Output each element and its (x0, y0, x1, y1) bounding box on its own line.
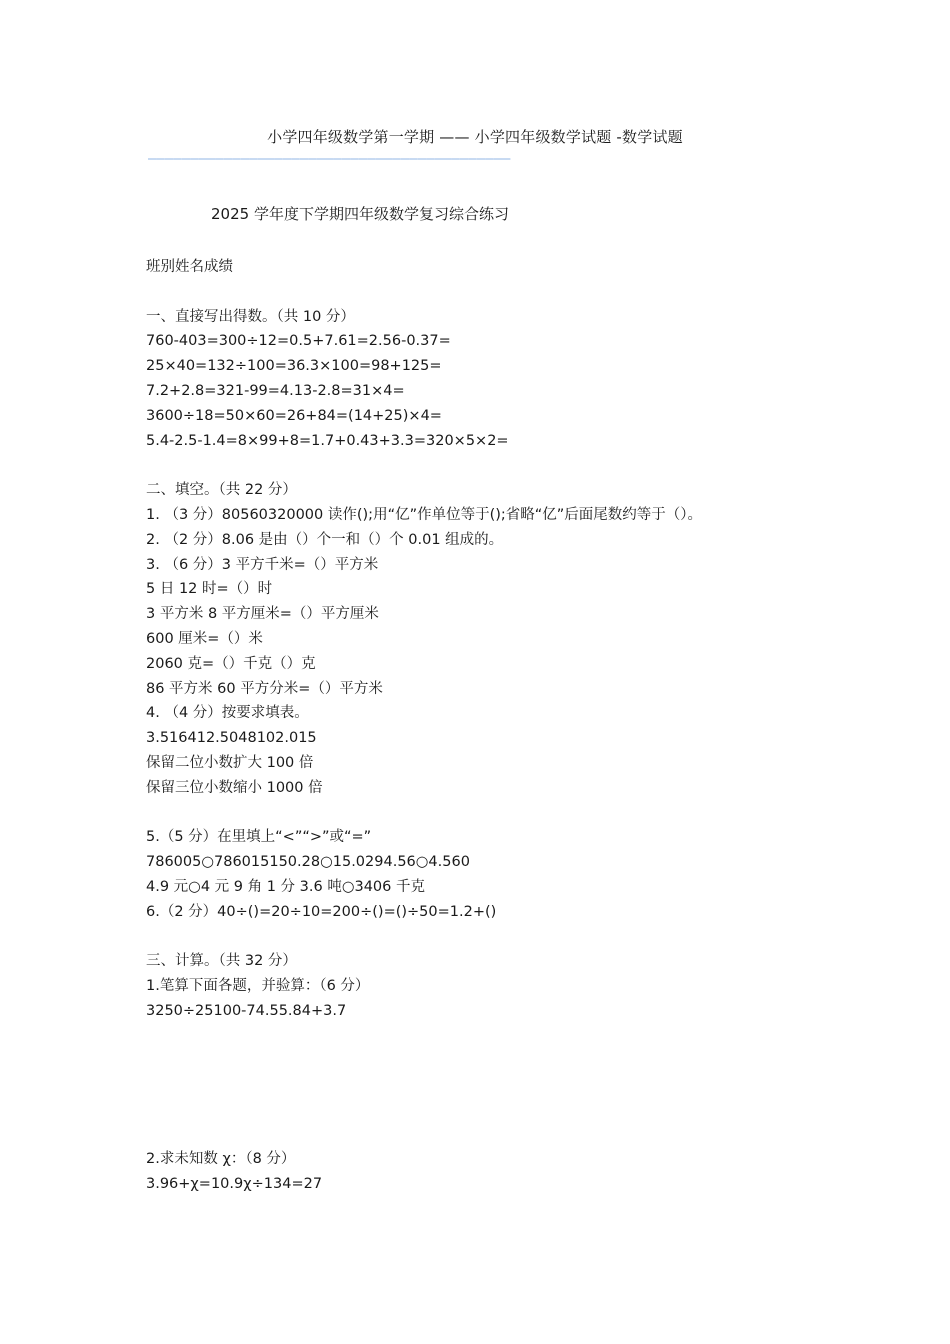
exercise-line: 3. （6 分）3 平方千米=（）平方米 (146, 556, 379, 573)
exercise-line: 5 日 12 时=（）时 (146, 581, 273, 598)
exercise-line: 2. （2 分）8.06 是由（）个一和（）个 0.01 组成的。 (146, 531, 504, 548)
exercise-line: 保留三位小数缩小 1000 倍 (146, 779, 323, 796)
header-dashed-rule: ——————————————————————————————————————————— (148, 151, 511, 167)
exercise-line: 4. （4 分）按要求填表。 (146, 705, 309, 722)
exercise-line: 3600÷18=50×60=26+84=(14+25)×4= (146, 407, 442, 424)
exercise-line: 86 平方米 60 平方分米=（）平方米 (146, 680, 383, 697)
exercise-line: 1.笔算下面各题，并验算：（6 分） (146, 978, 370, 995)
section-2 (146, 478, 846, 924)
exercise-line: 4.9 元○4 元 9 角 1 分 3.6 吨○3406 千克 (146, 878, 425, 895)
exercise-line: 3250÷25100-74.55.84+3.7 (146, 1002, 347, 1019)
section-heading: 二、填空。（共 22 分） (146, 482, 297, 499)
section-1 (146, 305, 846, 454)
exercise-line: 600 厘米=（）米 (146, 630, 263, 647)
section-3 (146, 949, 846, 1196)
exercise-line: 7.2+2.8=321-99=4.13-2.8=31×4= (146, 382, 405, 399)
exercise-line: 保留二位小数扩大 100 倍 (146, 754, 314, 771)
section-heading: 三、计算。（共 32 分） (146, 953, 297, 970)
document-body (146, 255, 846, 1196)
exercise-line: 760-403=300÷12=0.5+7.61=2.56-0.37= (146, 333, 451, 350)
exercise-line: 2060 克=（）千克（）克 (146, 655, 316, 672)
page-header-title: 小学四年级数学第一学期 —— 小学四年级数学试题 -数学试题 (267, 128, 683, 146)
document-title: 2025 学年度下学期四年级数学复习综合练习 (211, 205, 509, 223)
section-heading: 一、直接写出得数。（共 10 分） (146, 308, 355, 325)
exercise-line: 5.（5 分）在里填上“<”“>”或“=” (146, 829, 372, 846)
exercise-line: 5.4-2.5-1.4=8×99+8=1.7+0.43+3.3=320×5×2= (146, 432, 509, 449)
exercise-line: 6.（2 分）40÷()=20÷10=200÷()=()÷50=1.2+() (146, 903, 497, 920)
exercise-line: 2.求未知数 χ：（8 分） (146, 1150, 296, 1167)
exercise-line: 786005○786015150.28○15.0294.56○4.560 (146, 854, 470, 871)
exercise-line: 3.516412.5048102.015 (146, 730, 317, 747)
exercise-line: 25×40=132÷100=36.3×100=98+125= (146, 358, 442, 375)
exercise-line: 1. （3 分）80560320000 读作();用“亿”作单位等于();省略“亿”后面尾数约等于（）。 (146, 506, 703, 523)
student-info-line: 班别姓名成绩 (146, 259, 233, 275)
exercise-line: 3.96+χ=10.9χ÷134=27 (146, 1175, 323, 1192)
exercise-line: 3 平方米 8 平方厘米=（）平方厘米 (146, 606, 379, 623)
